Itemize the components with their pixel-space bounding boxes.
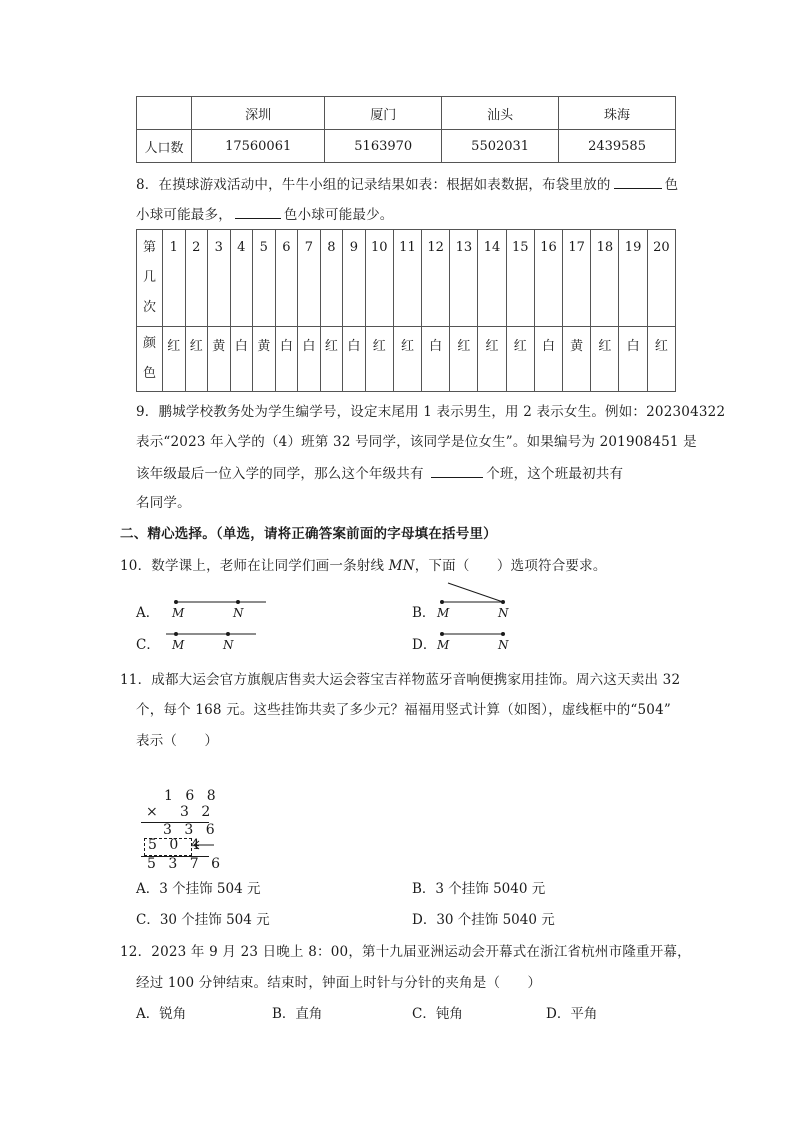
draw-number-cell: 15 [506,230,534,327]
draw-color-cell: 红 [320,327,343,392]
calc-partial-2: 5 0 4 [148,837,204,853]
option-a-label[interactable]: A． [136,605,160,621]
arrow-left-icon [192,838,216,852]
draw-number-cell: 9 [343,230,366,327]
q11-line3: 表示（ ） [136,733,219,749]
draw-number-cell: 4 [230,230,253,327]
draw-number-cell: 11 [393,230,421,327]
q9-line4: 名同学。 [136,495,191,511]
label-m: M [172,638,185,652]
table-header-cell: 厦门 [325,97,442,130]
table-cell: 17560061 [192,130,325,163]
q11-line2: 个，每个 168 元。这些挂饰共卖了多少元？福福用竖式计算（如图），虚线框中的“504” [136,702,671,718]
q9-text-end: 个班，这个班最初共有 [486,466,624,482]
ray-name: MN [388,558,415,574]
draw-color-cell: 红 [478,327,506,392]
draw-color-cell: 白 [230,327,253,392]
draw-color-cell: 白 [619,327,647,392]
q12-line2: 经过 100 分钟结束。结束时，钟面上时针与分针的夹角是（ ） [136,975,542,991]
label-n: N [498,638,509,652]
calc-multiplier: 3 2 [180,804,215,820]
q8-text: 小球可能最多， [136,207,232,223]
q9-text: 该年级最后一位入学的同学，那么这个年级共有 [136,466,429,482]
q8-text-end: 色小球可能最少。 [283,207,394,223]
option-c-label[interactable]: C． [136,637,160,653]
draw-number-cell: 1 [163,230,186,327]
draw-number-cell: 10 [365,230,393,327]
option-c[interactable]: C．钝角 [412,1006,463,1022]
label-m: M [437,638,450,652]
option-a[interactable]: A．3 个挂饰 504 元 [136,881,261,897]
draw-number-cell: 16 [534,230,562,327]
section-title: 二、精心选择。（单选，请将正确答案前面的字母填在括号里） [120,526,497,542]
calc-times-sign: × [146,804,162,820]
label-n: N [223,638,234,652]
table-header-cell: 深圳 [192,97,325,130]
draw-color-cell: 白 [298,327,321,392]
option-a[interactable]: A．锐角 [136,1006,187,1022]
draw-color-cell: 黄 [208,327,231,392]
label-char: 颜 [142,336,156,351]
table-cell: 5163970 [325,130,442,163]
draw-color-cell: 红 [450,327,478,392]
draw-color-cell: 黄 [563,327,591,392]
draw-color-cell: 红 [591,327,619,392]
option-d[interactable]: D．平角 [546,1006,598,1022]
draw-number-cell: 7 [298,230,321,327]
draw-number-cell: 6 [275,230,298,327]
label-n: N [233,606,244,620]
q10-text: 10．数学课上，老师在让同学们画一条射线 [120,558,389,574]
draw-color-cell: 黄 [253,327,276,392]
option-c[interactable]: C．30 个挂饰 504 元 [136,912,270,928]
table-cell: 2439585 [559,130,676,163]
draw-number-cell: 18 [591,230,619,327]
draw-color-cell: 红 [506,327,534,392]
draw-number-cell: 5 [253,230,276,327]
calc-partial-1: 3 3 6 [163,822,219,838]
figure-b-slant [448,583,503,602]
q10-text-end: ，下面（ ）选项符合要求。 [414,558,607,574]
table-header-cell: 珠海 [559,97,676,130]
figure-a [174,600,266,604]
draw-number-cell: 8 [320,230,343,327]
figure-b [440,583,505,604]
draw-color-cell: 白 [343,327,366,392]
option-b[interactable]: B．3 个挂饰 5040 元 [412,881,546,897]
label-char: 色 [142,366,156,381]
table-header-cell: 汕头 [442,97,559,130]
q12-line1: 12．2023 年 9 月 23 日晚上 8：00，第十九届亚洲运动会开幕式在浙江省杭州市隆重开幕， [120,944,691,960]
draw-number-cell: 12 [422,230,450,327]
option-b-label[interactable]: B． [412,605,436,621]
label-char: 第 [142,240,156,255]
draw-color-cell: 白 [534,327,562,392]
q11-line1: 11．成都大运会官方旗舰店售卖大运会蓉宝吉祥物蓝牙音响便携家用挂饰。周六这天卖出 32 [120,672,681,688]
draw-color-cell: 红 [185,327,208,392]
q8-text-end: 色 [664,177,679,193]
draw-color-cell: 白 [422,327,450,392]
label-m: M [437,606,450,620]
table-row-label: 人口数 [137,130,192,163]
q9-line1: 9．鹏城学校教务处为学生编学号，设定末尾用 1 表示男生，用 2 表示女生。例如：202304322 [136,404,726,420]
calc-result: 5 3 7 6 [147,856,224,872]
draw-number-cell: 13 [450,230,478,327]
draw-number-cell: 14 [478,230,506,327]
q9-line2: 表示“2023 年入学的（4）班第 32 号同学，该同学是位女生”。如果编号为 201908451 是 [136,434,697,450]
draw-color-cell: 红 [365,327,393,392]
draw-number-cell: 17 [563,230,591,327]
q8-text: 8．在摸球游戏活动中，牛牛小组的记录结果如表：根据如表数据，布袋里放的 [136,177,611,193]
table-cell: 5502031 [442,130,559,163]
option-b[interactable]: B．直角 [272,1006,323,1022]
draw-color-cell: 白 [275,327,298,392]
draw-number-cell: 20 [647,230,675,327]
label-n: N [498,606,509,620]
draw-number-cell: 19 [619,230,647,327]
draw-color-cell: 红 [647,327,675,392]
figure-d [440,632,505,636]
draw-number-cell: 2 [185,230,208,327]
draw-number-cell: 3 [208,230,231,327]
label-char: 次 [142,300,156,315]
option-d[interactable]: D．30 个挂饰 5040 元 [412,912,555,928]
option-d-label[interactable]: D． [412,637,437,653]
draw-color-cell: 红 [393,327,421,392]
label-char: 几 [142,270,156,285]
calc-multiplicand: 1 6 8 [164,788,220,804]
label-m: M [172,606,185,620]
draw-color-cell: 红 [163,327,186,392]
